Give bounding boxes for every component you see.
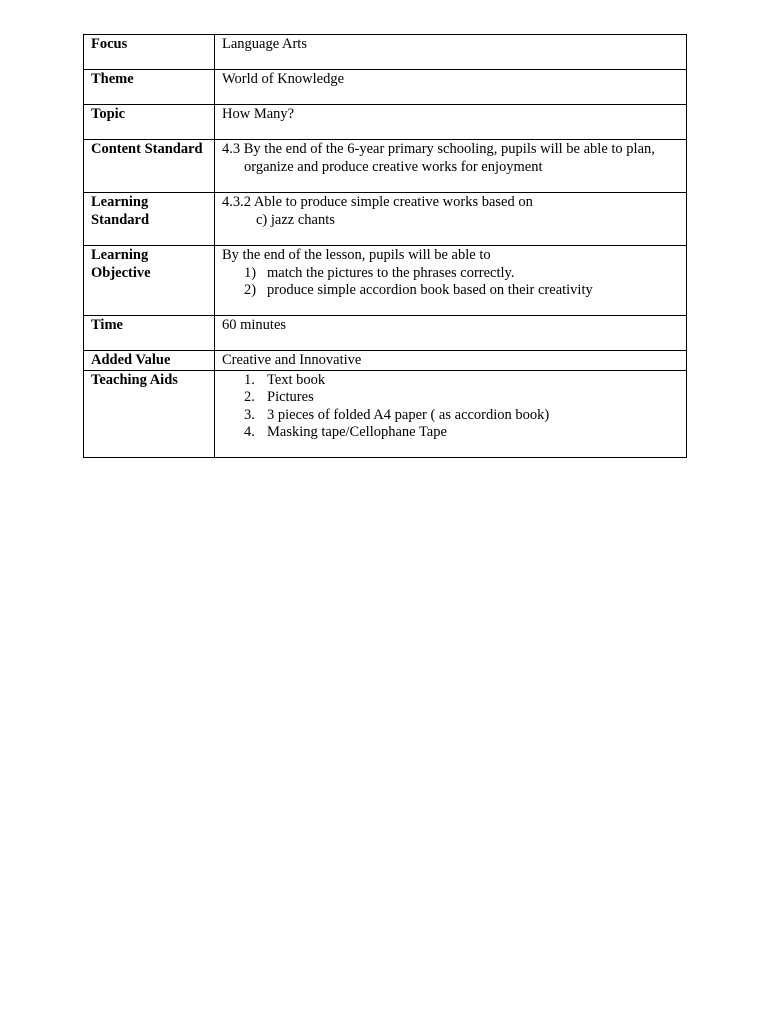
learning-standard-value [215, 193, 687, 246]
row-added-value [84, 351, 687, 371]
row-focus [84, 35, 687, 70]
list-item-text: match the pictures to the phrases correctly. [267, 264, 515, 281]
learning-objective-value [215, 246, 687, 316]
learning-standard-label [84, 193, 215, 246]
learning-objective-label [84, 246, 215, 316]
list-item-number: 4. [244, 424, 255, 440]
time-value: 60 minutes [215, 316, 687, 351]
theme-label: Theme [84, 70, 215, 105]
content-standard-value [215, 140, 687, 193]
learning-objective-label-line1: Learning [91, 247, 149, 263]
content-standard-line1: 4.3 By the end of the 6-year primary schooling, pupils will be able to plan, [222, 141, 655, 157]
list-item-text: Masking tape/Cellophane Tape [267, 424, 447, 440]
list-item [222, 372, 680, 390]
focus-value: Language Arts [215, 35, 687, 70]
list-item-number: 1) [244, 264, 257, 281]
row-learning-standard [84, 193, 687, 246]
added-value-label: Added Value [84, 351, 215, 371]
list-item [222, 424, 680, 442]
focus-label: Focus [84, 35, 215, 70]
topic-label: Topic [84, 105, 215, 140]
lesson-plan-table [83, 34, 687, 458]
list-item-text: Text book [267, 371, 326, 388]
teaching-aids-label: Teaching Aids [84, 370, 215, 457]
list-item [222, 265, 680, 283]
learning-standard-label-line2: Standard [91, 211, 150, 228]
time-label: Time [84, 316, 215, 351]
list-item [222, 282, 680, 300]
learning-objective-intro: By the end of the lesson, pupils will be able to [222, 247, 491, 263]
learning-objective-list [222, 265, 680, 300]
teaching-aids-list [222, 372, 680, 442]
row-theme [84, 70, 687, 105]
row-topic [84, 105, 687, 140]
list-item-text: produce simple accordion book based on their creativity [267, 282, 593, 298]
row-learning-objective [84, 246, 687, 316]
list-item [222, 407, 680, 425]
learning-standard-line2: c) jazz chants [256, 211, 335, 228]
learning-standard-label-line1: Learning [91, 194, 149, 210]
topic-value: How Many? [215, 105, 687, 140]
row-teaching-aids [84, 370, 687, 457]
list-item-number: 2. [244, 389, 255, 405]
teaching-aids-value [215, 370, 687, 457]
list-item-text: Pictures [267, 389, 314, 405]
row-content-standard [84, 140, 687, 193]
learning-objective-label-line2: Objective [91, 264, 151, 281]
list-item [222, 389, 680, 407]
content-standard-line2: organize and produce creative works for enjoyment [244, 158, 543, 175]
content-standard-label: Content Standard [84, 140, 215, 193]
learning-standard-line1: 4.3.2 Able to produce simple creative works based on [222, 194, 533, 210]
list-item-text: 3 pieces of folded A4 paper ( as accordion book) [267, 406, 550, 423]
list-item-number: 1. [244, 371, 255, 388]
row-time [84, 316, 687, 351]
list-item-number: 3. [244, 406, 255, 423]
theme-value: World of Knowledge [215, 70, 687, 105]
added-value-value: Creative and Innovative [215, 351, 687, 371]
list-item-number: 2) [244, 282, 257, 298]
